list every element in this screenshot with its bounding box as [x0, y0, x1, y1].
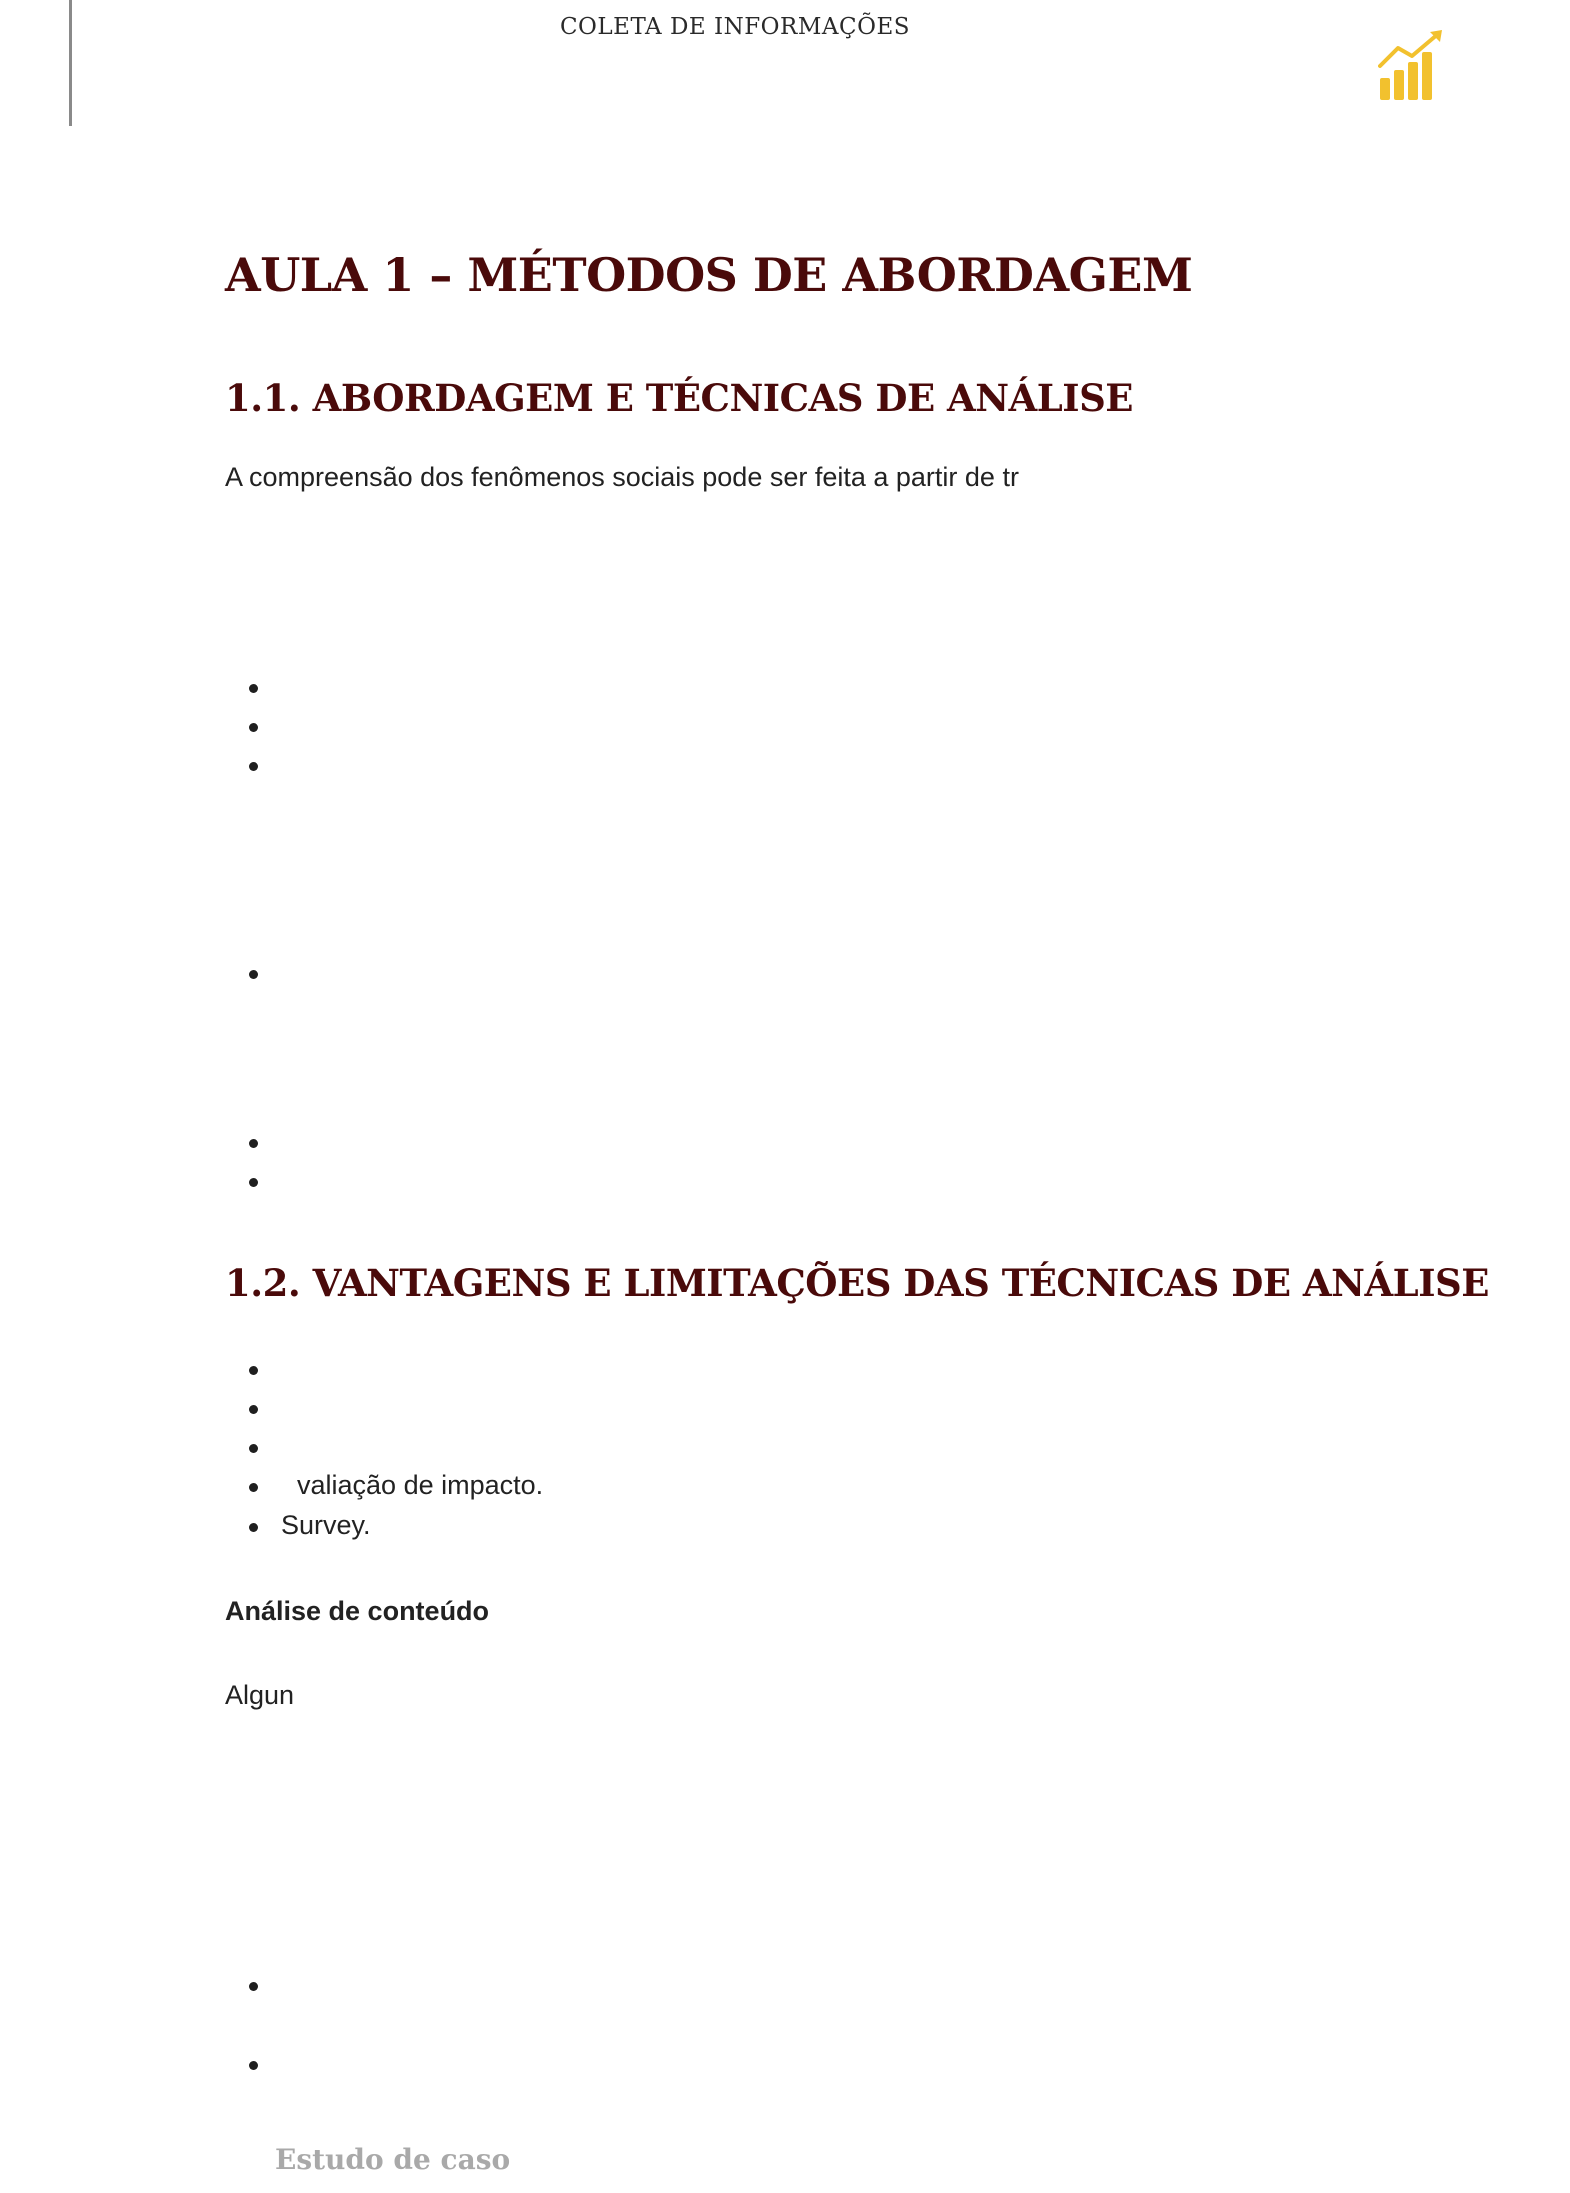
case-study-heading: Estudo de caso	[275, 2143, 511, 2176]
section-1-paragraph: A compreensão dos fenômenos sociais pode ser feita a partir de tr	[225, 462, 1019, 492]
running-header-title: COLETA DE INFORMAÇÕES	[559, 14, 911, 40]
bar-chart-growth-icon	[1378, 28, 1446, 102]
section-2-paragraph: Algun	[225, 1680, 295, 1710]
section-1-heading: 1.1. ABORDAGEM E TÉCNICAS DE ANÁLISE	[225, 376, 1134, 420]
section-2-heading: 1.2. VANTAGENS E LIMITAÇÕES DAS TÉCNICAS DE ANÁLISE	[225, 1261, 1489, 1305]
page-title: AULA 1 – MÉTODOS DE ABORDAGEM	[225, 248, 1193, 302]
content-analysis-subheading: Análise de conteúdo	[225, 1596, 490, 1626]
